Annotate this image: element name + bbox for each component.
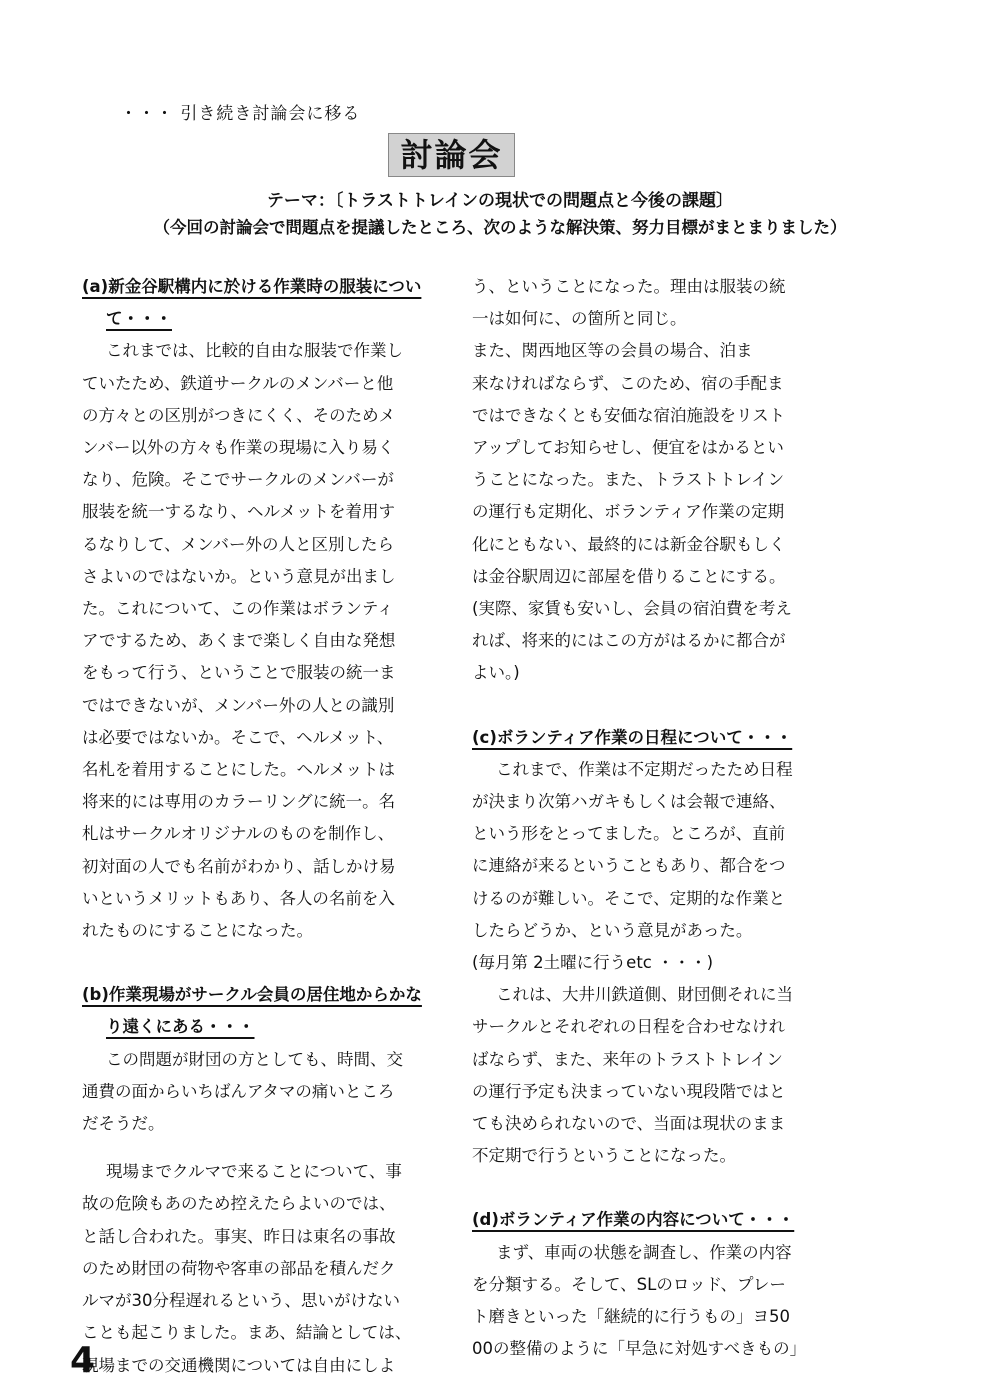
section-d-heading: (d)ボランティア作業の内容について・・・ bbox=[472, 1210, 795, 1230]
text-line: これまでは、比較的自由な服装で作業し bbox=[106, 341, 403, 361]
text-line: 来なければならず、このため、宿の手配ま bbox=[472, 373, 784, 393]
text-line: 名札を着用することにした。ヘルメットは bbox=[82, 760, 396, 780]
text-line: 服装を統一するなり、ヘルメットを着用す bbox=[82, 502, 396, 522]
text-line: アップしてお知らせし、便宜をはかるとい bbox=[472, 438, 784, 458]
text-line: う、ということになった。理由は服装の統 bbox=[472, 277, 786, 296]
text-line: (実際、家賃も安いし、会員の宿泊費を考え bbox=[472, 599, 792, 619]
text-line: これは、大井川鉄道側、財団側それに当 bbox=[496, 985, 793, 1005]
theme-line: テーマ：〔トラストトレインの現状での問題点と今後の課題〕 bbox=[266, 191, 734, 211]
page-title: 討論会 bbox=[388, 133, 515, 177]
text-line: の運行予定も決まっていない現段階ではと bbox=[472, 1081, 786, 1101]
text-line: は必要ではないか。そこで、ヘルメット、 bbox=[82, 727, 394, 747]
section-c-body-2 bbox=[472, 979, 852, 1172]
text-line: ても決められないので、当面は現状のまま bbox=[472, 1114, 786, 1134]
text-line: ンバー以外の方々も作業の現場に入り易く bbox=[82, 438, 395, 458]
text-line: ではできないが、メンバー外の人との識別 bbox=[82, 695, 395, 715]
text-line: 現場までクルマで来ることについて、事 bbox=[106, 1162, 402, 1182]
text-line: (毎月第 2土曜に行うetc ・・・) bbox=[472, 953, 714, 973]
page-number: 4 bbox=[70, 1340, 96, 1381]
text-line: うことになった。また、トラストトレイン bbox=[472, 470, 785, 490]
text-line: をもって行う、ということで服装の統一ま bbox=[82, 663, 396, 683]
text-line: 一は如何に、の箇所と同じ。 bbox=[472, 309, 687, 329]
section-b-heading: (b)作業現場がサークル会員の居住地からかな bbox=[82, 985, 422, 1005]
text-line: の方々との区別がつきにくく、そのためメ bbox=[82, 405, 396, 425]
text-line: けるのが難しい。そこで、定期的な作業と bbox=[472, 888, 786, 908]
text-line: したらどうか、という意見があった。 bbox=[472, 920, 753, 940]
section-d-body bbox=[472, 1237, 852, 1366]
text-line: アでするため、あくまで楽しく自由な発想 bbox=[82, 631, 396, 651]
section-b-continued-2 bbox=[472, 335, 852, 689]
text-line: ていたため、鉄道サークルのメンバーと他 bbox=[82, 373, 394, 393]
text-line: ト磨きといった「継続的に行うもの」ヨ50 bbox=[472, 1307, 790, 1327]
intro-text: ・・・ 引き続き討論会に移る bbox=[120, 104, 361, 124]
text-line: れたものにすることになった。 bbox=[82, 921, 313, 941]
text-line: これまで、作業は不定期だったため日程 bbox=[496, 759, 793, 779]
section-b-body-2 bbox=[82, 1156, 454, 1381]
section-a-heading-cont: て・・・ bbox=[106, 309, 172, 329]
text-line: この問題が財団の方としても、時間、交 bbox=[106, 1049, 403, 1069]
section-c-body-1 bbox=[472, 754, 852, 979]
text-line: の運行も定期化、ボランティア作業の定期 bbox=[472, 502, 785, 522]
section-b-body-1 bbox=[82, 1044, 454, 1141]
text-line: 化にともない、最終的には新金谷駅もしく bbox=[472, 534, 786, 554]
text-line: のため財団の荷物や客車の部品を積んだク bbox=[82, 1258, 396, 1278]
text-line: 通費の面からいちばんアタマの痛いところ bbox=[82, 1081, 395, 1101]
text-line: ではできなくとも安価な宿泊施設をリスト bbox=[472, 405, 786, 425]
section-a-heading: (a)新金谷駅構内に於ける作業時の服装につい bbox=[82, 277, 422, 296]
text-line: だそうだ。 bbox=[82, 1114, 165, 1134]
text-line: ルマが30分程遅れるという、思いがけない bbox=[82, 1291, 400, 1311]
section-c-heading: (c)ボランティア作業の日程について・・・ bbox=[472, 727, 793, 747]
text-line: という形をとってました。ところが、直前 bbox=[472, 824, 786, 844]
text-line: まず、車両の状態を調査し、作業の内容 bbox=[496, 1242, 792, 1262]
text-line: 将来的には専用のカラーリングに統一。名 bbox=[82, 792, 396, 812]
text-line: に連絡が来るということもあり、都合をつ bbox=[472, 856, 786, 876]
text-line: は金谷駅周辺に部屋を借りることにする。 bbox=[472, 566, 786, 586]
text-line: 00の整備のように「早急に対処すべきもの」 bbox=[472, 1339, 807, 1359]
text-line: よい。) bbox=[472, 663, 520, 683]
text-line: いというメリットもあり、各人の名前を入 bbox=[82, 888, 395, 908]
text-line: を分類する。そして、SLのロッド、プレー bbox=[472, 1274, 786, 1294]
text-line: 故の危険もあのため控えたらよいのでは、 bbox=[82, 1194, 396, 1214]
text-line: なり、危険。そこでサークルのメンバーが bbox=[82, 470, 394, 490]
section-a-body bbox=[82, 335, 454, 947]
text-line: また、関西地区等の会員の場合、泊ま bbox=[472, 341, 753, 361]
right-column bbox=[472, 271, 852, 1366]
left-column bbox=[82, 271, 454, 1382]
text-line: ことも起こりました。まあ、結論としては、 bbox=[82, 1323, 412, 1343]
text-line: れば、将来的にはこの方がはるかに都合が bbox=[472, 631, 786, 651]
text-line: サークルとそれぞれの日程を合わせなけれ bbox=[472, 1017, 786, 1037]
text-line: 不定期で行うということになった。 bbox=[472, 1146, 736, 1166]
text-line: るなりして、メンバー外の人と区別したら bbox=[82, 534, 395, 554]
text-line: が決まり次第ハガキもしくは会報で連絡、 bbox=[472, 792, 786, 812]
text-line: 現場までの交通機関については自由にしよ bbox=[82, 1355, 396, 1375]
text-line: 初対面の人でも名前がわかり、話しかけ易 bbox=[82, 856, 396, 876]
section-b-continued-1 bbox=[472, 271, 852, 335]
text-line: ばならず、また、来年のトラストトレイン bbox=[472, 1049, 783, 1069]
text-line: さよいのではないか。という意見が出まし bbox=[82, 566, 396, 586]
text-line: た。これについて、この作業はボランティ bbox=[82, 599, 394, 619]
text-line: 札はサークルオリジナルのものを制作し、 bbox=[82, 824, 395, 844]
theme-note: （今回の討論会で問題点を提議したところ、次のような解決策、努力目標がまとまりました） bbox=[153, 218, 847, 237]
text-line: と話し合われた。事実、昨日は東名の事故 bbox=[82, 1226, 396, 1246]
section-b-heading-cont: り遠くにある・・・ bbox=[106, 1017, 255, 1037]
